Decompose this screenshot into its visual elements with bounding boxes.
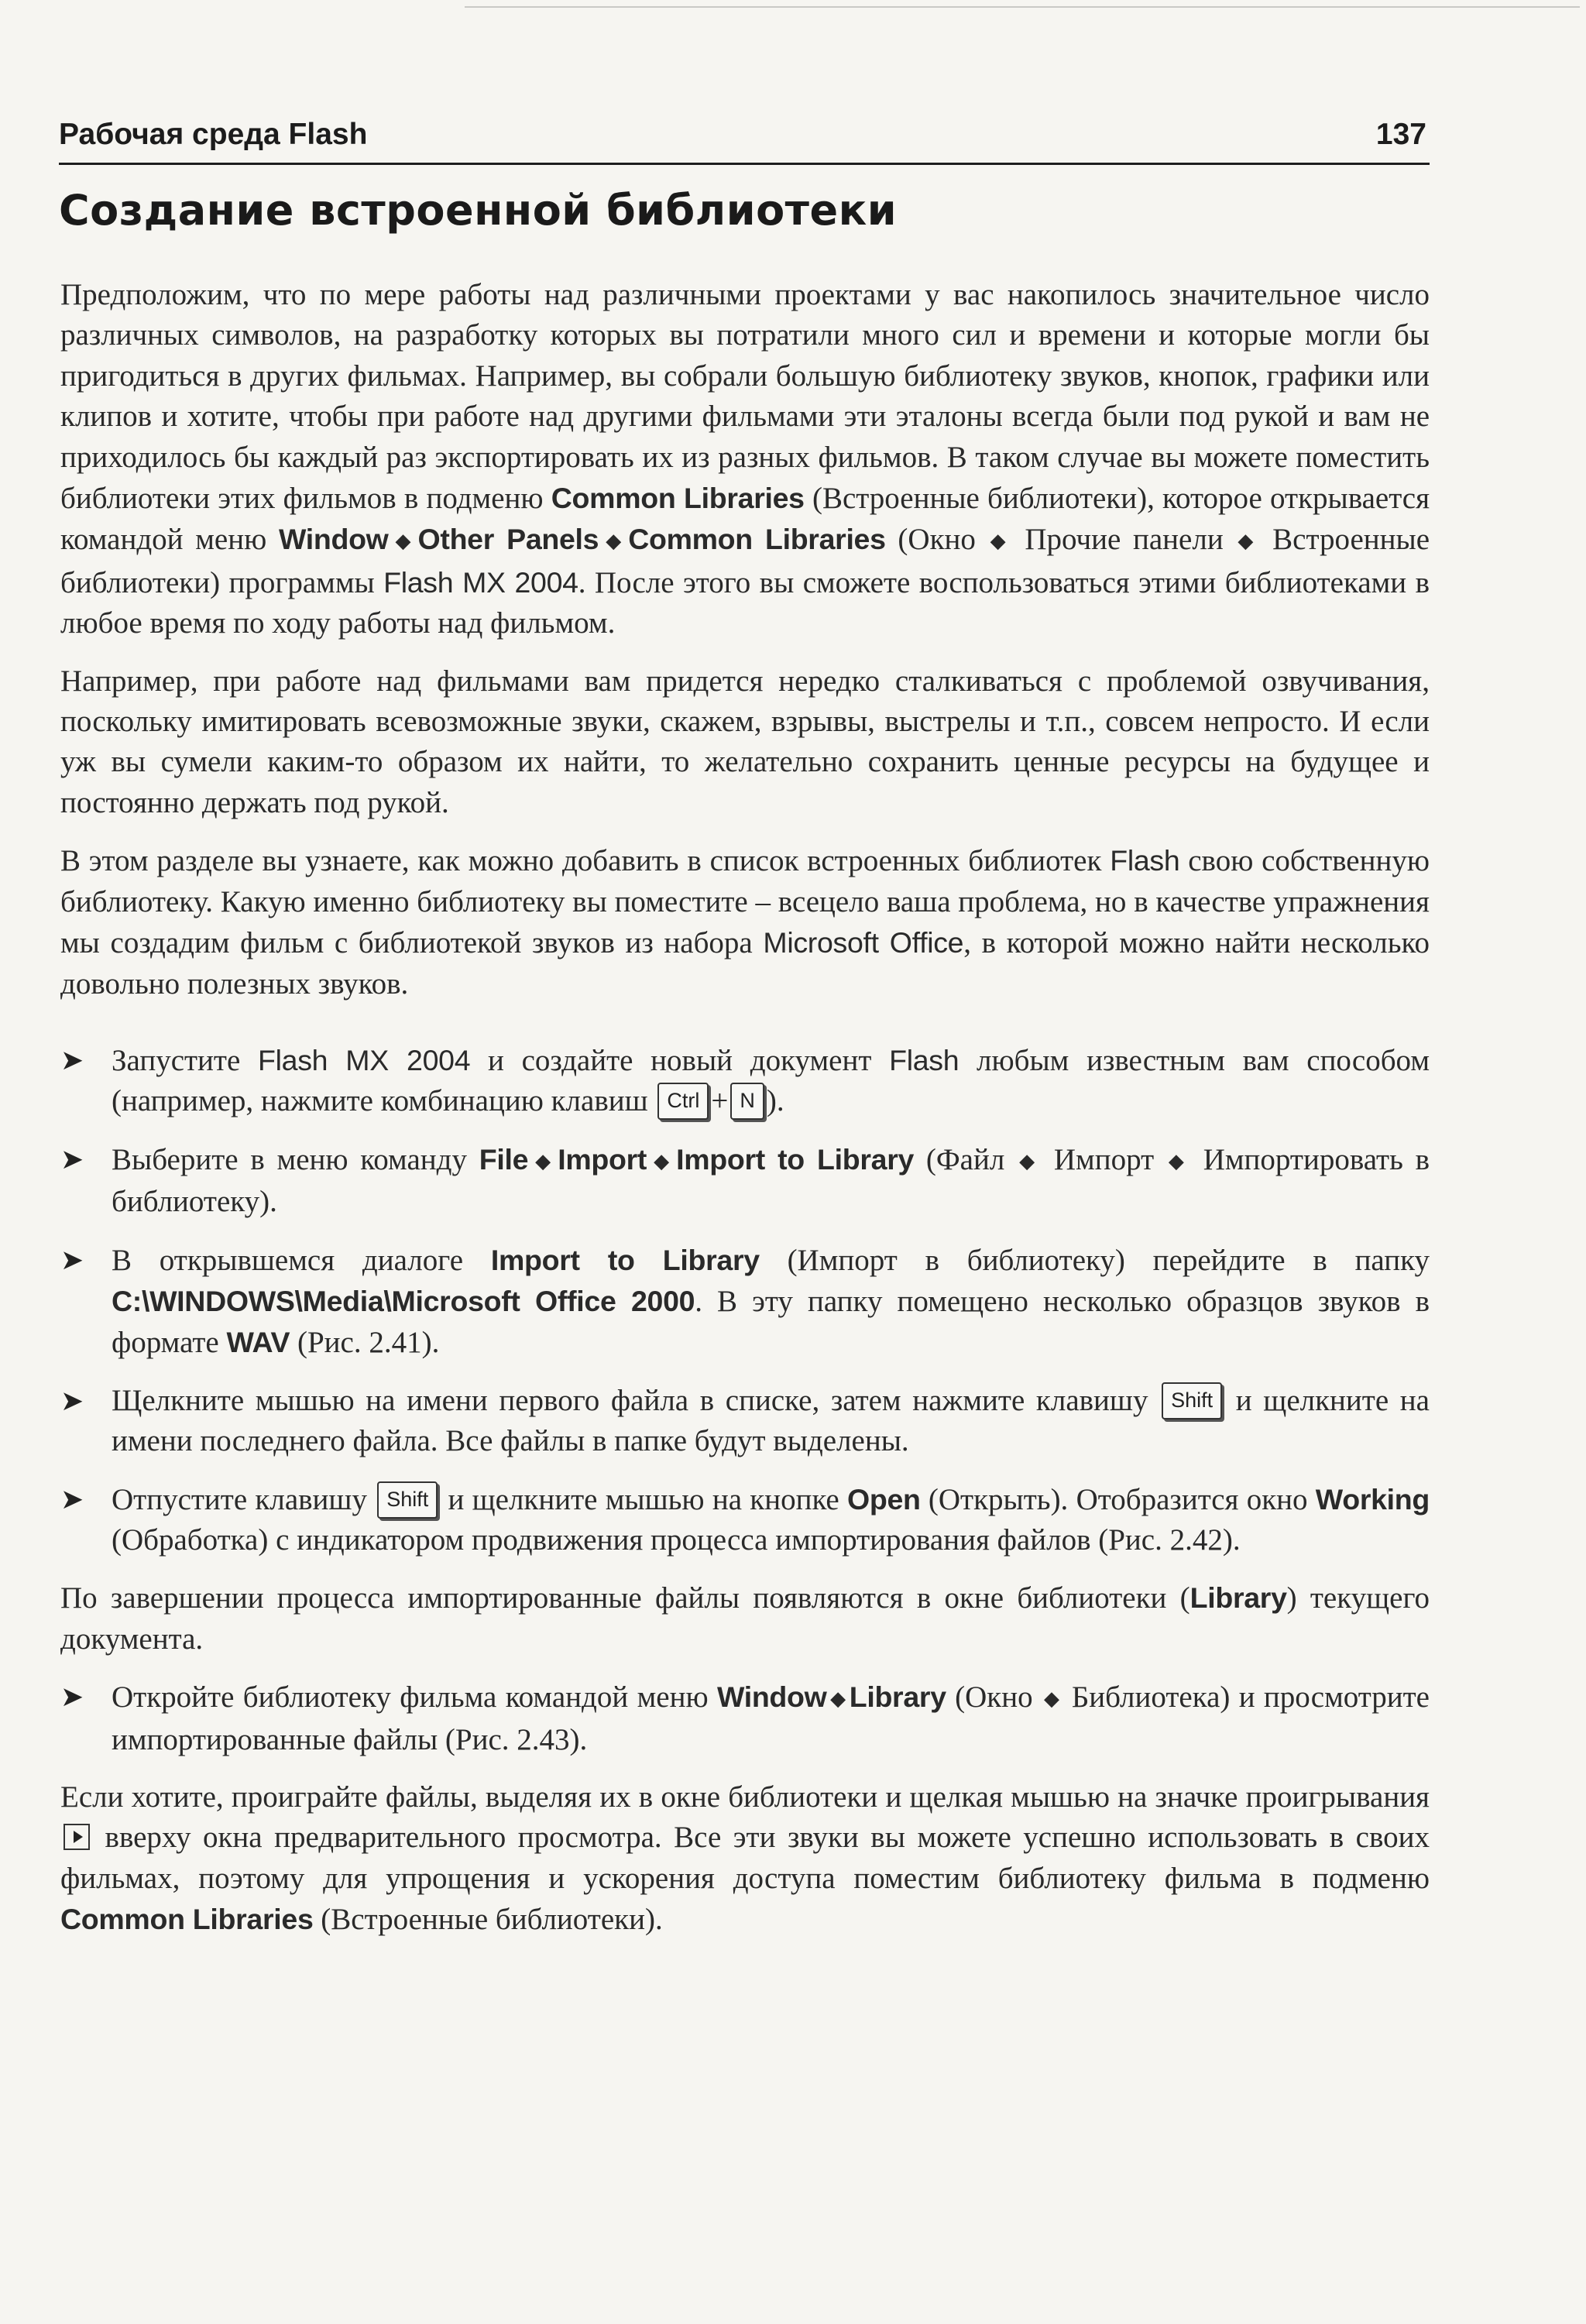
text-run: и щелкните мышью на кнопке	[440, 1482, 847, 1516]
shift-key: Shift	[1162, 1382, 1222, 1419]
diamond-icon: ◆	[990, 530, 1011, 553]
text-run: Import to Library	[490, 1243, 760, 1276]
text-run: Common Libraries	[60, 1903, 314, 1936]
text-run: В открывшемся диалоге	[112, 1243, 491, 1277]
text-run: (Импорт в библиотеку) перейдите в папку	[759, 1243, 1430, 1277]
text-run: +	[711, 1084, 729, 1118]
text-run: Импорт	[1042, 1142, 1166, 1176]
text-run: Open	[847, 1482, 921, 1516]
diamond-icon: ◆	[649, 1149, 675, 1172]
text-run: Flash	[889, 1043, 959, 1076]
text-run: Flash MX 2004	[383, 565, 578, 599]
text-run: и создайте новый документ	[470, 1043, 890, 1077]
step-select-files	[60, 1381, 1430, 1462]
text-run: Прочие панели	[1012, 523, 1236, 557]
text-run: Library	[1190, 1581, 1287, 1615]
body-text	[60, 275, 1430, 1958]
paragraph-import-result	[60, 1577, 1430, 1660]
diamond-icon: ◆	[829, 1687, 847, 1711]
step-navigate-folder	[60, 1240, 1430, 1364]
diamond-icon: ◆	[601, 530, 627, 553]
text-run: (Обработка) с индикатором продвижения процесса импортирования файлов (Рис. 2.42).	[112, 1522, 1241, 1557]
paragraph-sound-problem: Например, при работе над фильмами вам придется нередко сталкиваться с проблемой озвучивания, поскольку имитировать всевозможные звуки, скажем, взрывы, выстрелы и т.п., совсем непросто. И если уж вы сумели каким-то образом их найти, то желательно сохранить ценные ресурсы на будущее и постоянно держать под рукой.	[60, 664, 1430, 819]
diamond-icon: ◆	[1238, 530, 1258, 553]
diamond-icon: ◆	[530, 1149, 556, 1172]
text-run: Common Libraries	[628, 523, 886, 556]
text-run: Выберите в меню команду	[112, 1142, 479, 1176]
text-run: Window	[716, 1680, 827, 1714]
text-run: (Окно	[946, 1680, 1042, 1715]
text-run: (Встроенные библиотеки).	[313, 1903, 663, 1937]
text-run: Working	[1315, 1482, 1430, 1516]
text-run: Предположим, что по мере работы над различными проектами у вас накопилось значительное число различных символов, на разработку которых вы потратили много сил и времени и которые могли бы пригодиться в других фильмах. Например, вы собрали большую библиотеку звуков, кнопок, графики или клипов и хотите, чтобы при работе над другими фильмами эти эталоны всегда были под рукой и вам не приходилось бы каждый раз экспортировать их из разных фильмов. В таком случае вы можете поместить библиотеки этих фильмов в подменю	[60, 278, 1430, 516]
text-run: (Встроенные библиотеки), которое открывается командой меню	[60, 482, 1430, 557]
paragraph-intro	[60, 275, 1430, 644]
ctrl-key: Ctrl	[657, 1083, 709, 1120]
arrowhead-bullet-icon: ➤	[60, 1483, 84, 1516]
text-run: ) текущего документа.	[60, 1581, 1430, 1656]
text-run: WAV	[226, 1326, 290, 1359]
text-run: В этом разделе вы узнаете, как можно добавить в список встроенных библиотек	[60, 844, 1111, 878]
text-run: (Окно	[885, 523, 988, 557]
text-run: Window	[278, 523, 389, 556]
text-run: Библиотека) и просмотрите импортированные файлы (Рис. 2.43).	[112, 1680, 1430, 1756]
step-import-to-library	[60, 1139, 1430, 1223]
step-open-library	[60, 1677, 1430, 1760]
text-run: ).	[766, 1084, 784, 1118]
text-run: Если хотите, проиграйте файлы, выделяя их в окне библиотеки и щелкая мышью на значке проигрывания	[60, 1780, 1430, 1814]
text-run: Common Libraries	[551, 482, 805, 515]
text-run: . В эту папку помещено несколько образцов звуков в формате	[112, 1284, 1430, 1360]
step-launch-flash	[60, 1040, 1430, 1122]
text-run: По завершении процесса импортированные файлы появляются в окне библиотеки (	[60, 1581, 1190, 1615]
text-run: Library	[849, 1680, 946, 1714]
diamond-icon: ◆	[1043, 1687, 1061, 1711]
text-run: Other Panels	[417, 523, 599, 556]
scan-edge-line	[465, 6, 1580, 8]
text-run: (Файл	[914, 1142, 1018, 1176]
step-open-files	[60, 1479, 1430, 1561]
text-run: C:\WINDOWS\Media\Microsoft Office 2000	[112, 1284, 695, 1317]
text-run: Импортировать в библиотеку).	[112, 1142, 1430, 1219]
text-run: Запустите	[112, 1043, 259, 1077]
paragraph-section-overview	[60, 840, 1430, 1004]
text-run: Щелкните мышью на имени первого файла в списке, затем нажмите клавишу	[112, 1383, 1160, 1417]
text-run: Import	[558, 1142, 647, 1176]
text-run: (Открыть). Отобразится окно	[920, 1482, 1316, 1516]
section-title: Создание встроенной библиотеки	[59, 186, 898, 235]
text-run: . После этого вы сможете воспользоваться этими библиотеками в любое время по ходу работы над фильмом.	[60, 565, 1430, 640]
text-run: Откройте библиотеку фильма командой меню	[112, 1680, 717, 1715]
arrowhead-bullet-icon: ➤	[60, 1044, 84, 1076]
running-title: Рабочая среда Flash	[59, 118, 368, 151]
running-header	[59, 116, 1430, 165]
text-run: любым известным вам способом (например, нажмите комбинацию клавиш	[112, 1043, 1430, 1118]
page-number: 137	[1375, 118, 1426, 151]
diamond-icon: ◆	[390, 530, 416, 553]
arrowhead-bullet-icon: ➤	[60, 1385, 84, 1417]
shift-key: Shift	[377, 1481, 438, 1519]
text-run: Import to Library	[676, 1142, 915, 1176]
text-run: вверху окна предварительного просмотра. Все эти звуки вы можете успешно использовать в своих фильмах, поэтому для упрощения и ускорения доступа поместим библиотеку фильма в подменю	[60, 1821, 1430, 1895]
play-button-icon	[64, 1824, 90, 1850]
paragraph-play-files	[60, 1777, 1430, 1941]
diamond-icon: ◆	[1168, 1149, 1189, 1172]
arrowhead-bullet-icon: ➤	[60, 1143, 84, 1176]
text-run: File	[479, 1142, 529, 1176]
text-run: Отпустите клавишу	[112, 1482, 376, 1516]
text-run: Microsoft Office	[763, 926, 964, 959]
text-run: свою собственную библиотеку. Какую именно библиотеку вы поместите – всецело ваша проблема, но в качестве упражнения мы создадим фильм с библиотекой звуков из набора	[60, 844, 1430, 960]
diamond-icon: ◆	[1019, 1149, 1040, 1172]
n-key: N	[730, 1083, 764, 1120]
text-run: , в которой можно найти несколько довольно полезных звуков.	[60, 926, 1430, 1001]
text-run: Встроенные библиотеки) программы	[60, 523, 1430, 599]
text-run: (Рис. 2.41).	[290, 1326, 440, 1360]
text-run: Flash MX 2004	[258, 1043, 471, 1076]
arrowhead-bullet-icon: ➤	[60, 1681, 84, 1714]
arrowhead-bullet-icon: ➤	[60, 1244, 84, 1276]
text-run: Flash	[1110, 844, 1180, 877]
text-run: и щелкните на имени последнего файла. Все файлы в папке будут выделены.	[112, 1383, 1430, 1458]
